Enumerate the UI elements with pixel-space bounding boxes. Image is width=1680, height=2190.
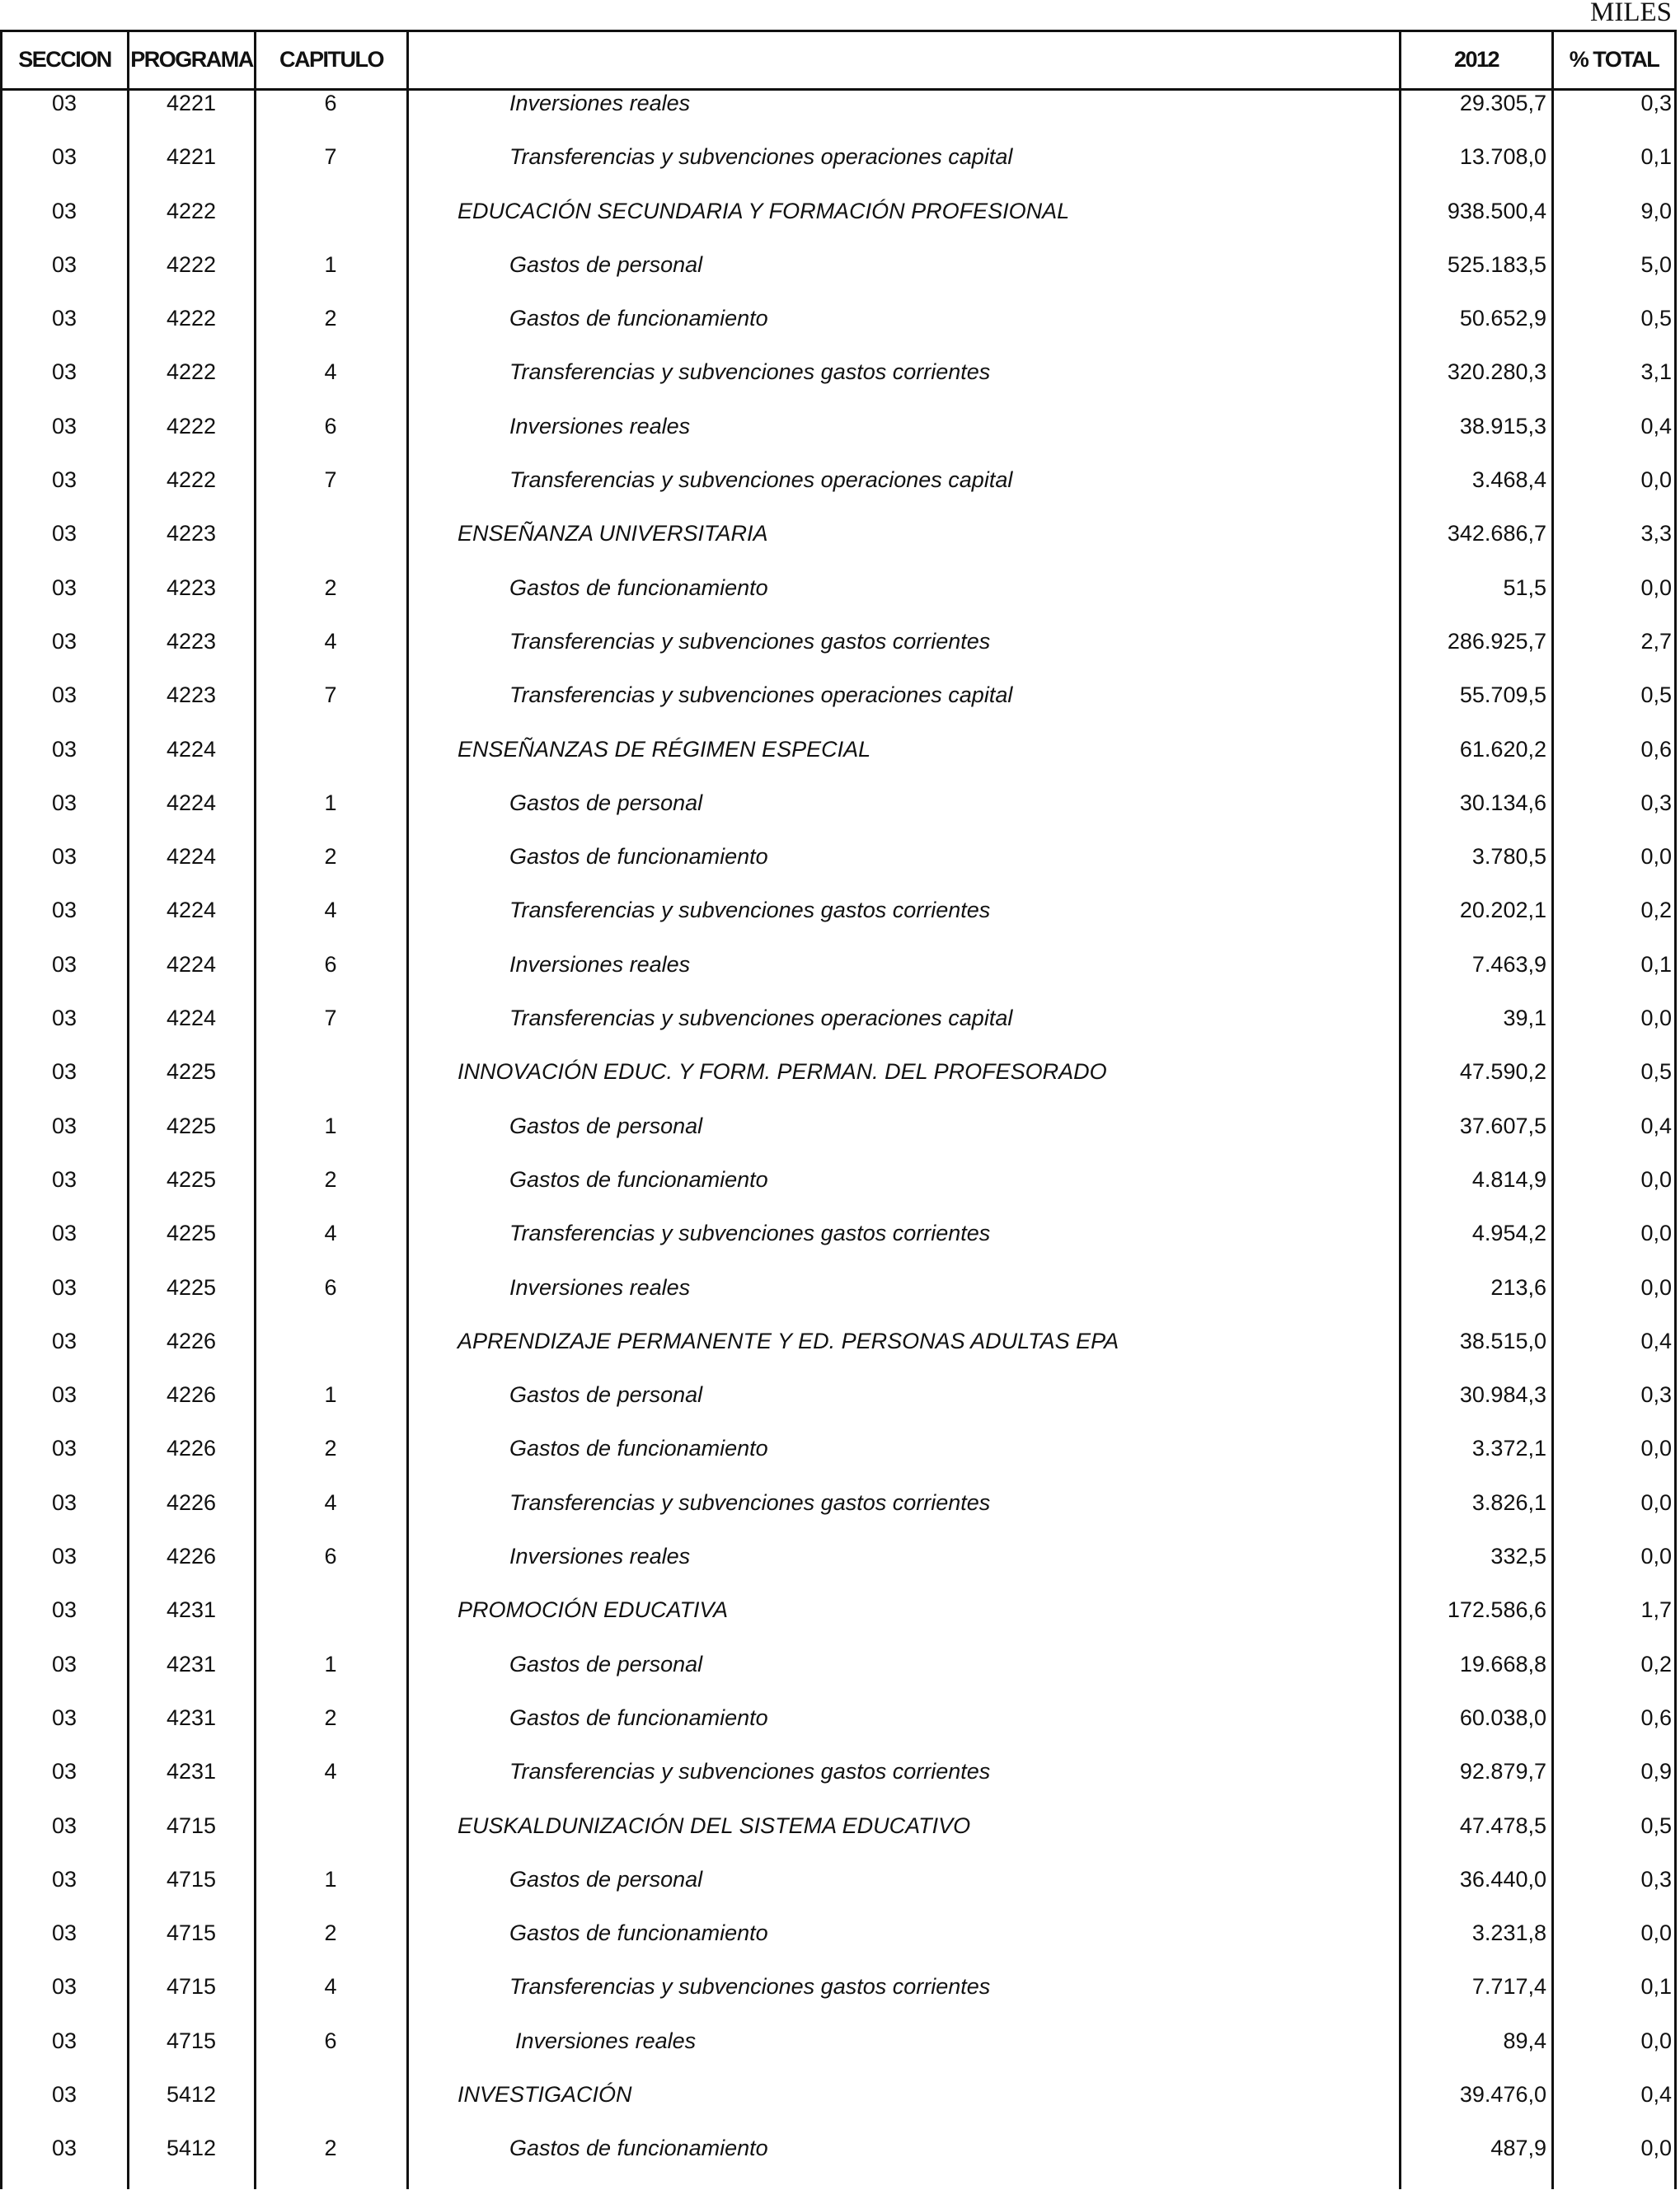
table-row (0, 952, 1677, 1006)
cell-capitulo (256, 1329, 405, 1353)
cell-seccion: 03 (51, 91, 77, 115)
cell-importe: 487,9 (1490, 2136, 1546, 2161)
cell-descripcion: Transferencias y subvenciones operaciones capital (509, 1006, 1013, 1031)
table-row (0, 1059, 1677, 1113)
cell-importe: 525.183,5 (1447, 251, 1546, 277)
cell-capitulo: 1 (324, 251, 337, 277)
cell-programa: 4224 (166, 951, 217, 977)
cell-seccion: 03 (51, 1489, 77, 1515)
cell-capitulo: 4 (324, 1974, 337, 2000)
cell-importe: 39.476,0 (1459, 2081, 1546, 2107)
header-programa: PROGRAMA (130, 47, 253, 72)
table-row (0, 2082, 1677, 2136)
cell-importe: 55.709,5 (1459, 682, 1546, 708)
cell-importe: 29.305,7 (1459, 91, 1546, 115)
cell-seccion: 03 (51, 844, 77, 870)
cell-capitulo: 4 (324, 898, 337, 923)
cell-programa: 4224 (166, 736, 217, 762)
cell-programa: 4222 (166, 413, 217, 438)
cell-capitulo: 1 (324, 1866, 337, 1892)
cell-seccion: 03 (51, 251, 77, 277)
cell-importe: 51,5 (1503, 574, 1546, 600)
cell-capitulo: 6 (324, 1544, 337, 1569)
cell-pct-total: 2,7 (1640, 628, 1672, 654)
cell-descripcion: INNOVACIÓN EDUC. Y FORM. PERMAN. DEL PROFESORADO (458, 1059, 1107, 1085)
cell-descripcion: INVESTIGACIÓN (458, 2081, 632, 2107)
cell-capitulo: 2 (324, 1436, 337, 1461)
cell-descripcion: Transferencias y subvenciones gastos corrientes (509, 628, 991, 654)
cell-programa: 4231 (166, 1705, 217, 1730)
cell-seccion: 03 (51, 1812, 77, 1838)
cell-capitulo: 6 (324, 951, 337, 977)
table-row (0, 737, 1677, 790)
cell-pct-total: 0,3 (1640, 790, 1672, 815)
cell-importe: 286.925,7 (1447, 628, 1546, 654)
cell-pct-total: 0,1 (1640, 951, 1672, 977)
cell-pct-total: 0,0 (1640, 1436, 1672, 1461)
cell-importe: 938.500,4 (1447, 198, 1546, 223)
cell-capitulo: 1 (324, 790, 337, 815)
cell-capitulo: 2 (324, 2136, 337, 2161)
cell-importe: 89,4 (1503, 2028, 1546, 2053)
table-row (0, 521, 1677, 574)
cell-importe: 30.134,6 (1459, 790, 1546, 815)
cell-seccion: 03 (51, 1974, 77, 2000)
table-row (0, 1221, 1677, 1274)
cell-descripcion: Gastos de funcionamiento (509, 1436, 768, 1461)
cell-importe: 3.372,1 (1471, 1436, 1546, 1461)
cell-pct-total: 0,0 (1640, 2028, 1672, 2053)
cell-importe: 61.620,2 (1459, 736, 1546, 762)
table-header (0, 30, 1677, 91)
cell-capitulo (256, 1059, 405, 1084)
cell-seccion: 03 (51, 1274, 77, 1300)
cell-pct-total: 0,0 (1640, 1489, 1672, 1515)
header-seccion: SECCION (18, 47, 111, 72)
table-row (0, 199, 1677, 252)
cell-importe: 320.280,3 (1447, 359, 1546, 385)
cell-capitulo: 4 (324, 1489, 337, 1515)
cell-seccion: 03 (51, 1382, 77, 1408)
cell-capitulo: 6 (324, 2028, 337, 2053)
cell-seccion: 03 (51, 1866, 77, 1892)
cell-descripcion: Gastos de personal (509, 1651, 703, 1676)
cell-descripcion: Transferencias y subvenciones gastos corrientes (509, 1759, 991, 1784)
cell-descripcion: ENSEÑANZAS DE RÉGIMEN ESPECIAL (458, 736, 871, 762)
cell-capitulo (256, 521, 405, 546)
table-row (0, 252, 1677, 306)
cell-programa: 4224 (166, 898, 217, 923)
header-year: 2012 (1453, 47, 1499, 72)
cell-pct-total: 0,0 (1640, 467, 1672, 493)
cell-importe: 3.231,8 (1471, 1920, 1546, 1946)
cell-pct-total: 3,3 (1640, 521, 1672, 546)
cell-programa: 4222 (166, 359, 217, 385)
cell-seccion: 03 (51, 413, 77, 438)
cell-programa: 4715 (166, 2028, 217, 2053)
header-descripcion (409, 30, 1399, 89)
cell-pct-total: 0,3 (1640, 1382, 1672, 1408)
table-row (0, 898, 1677, 951)
table-row (0, 2028, 1677, 2082)
cell-seccion: 03 (51, 682, 77, 708)
cell-pct-total: 0,1 (1640, 144, 1672, 170)
table-row (0, 1382, 1677, 1436)
cell-pct-total: 0,0 (1640, 1166, 1672, 1192)
cell-descripcion: Transferencias y subvenciones operaciones capital (509, 682, 1013, 708)
header-capitulo: CAPITULO (279, 47, 383, 72)
cell-programa: 4225 (166, 1221, 217, 1246)
cell-descripcion: Gastos de funcionamiento (509, 1920, 768, 1946)
cell-capitulo (256, 737, 405, 762)
cell-seccion: 03 (51, 359, 77, 385)
cell-programa: 4221 (166, 144, 217, 170)
cell-importe: 30.984,3 (1459, 1382, 1546, 1408)
cell-seccion: 03 (51, 1920, 77, 1946)
cell-seccion: 03 (51, 1113, 77, 1138)
cell-descripcion: APRENDIZAJE PERMANENTE Y ED. PERSONAS ADULTAS EPA (458, 1328, 1119, 1353)
cell-capitulo: 7 (324, 144, 337, 170)
table-row (0, 1705, 1677, 1759)
cell-importe: 47.478,5 (1459, 1812, 1546, 1838)
cell-programa: 4715 (166, 1866, 217, 1892)
cell-programa: 4223 (166, 682, 217, 708)
cell-capitulo: 4 (324, 1759, 337, 1784)
cell-pct-total: 1,7 (1640, 1597, 1672, 1623)
cell-programa: 4224 (166, 790, 217, 815)
cell-descripcion: Inversiones reales (509, 91, 691, 115)
cell-capitulo: 4 (324, 1221, 337, 1246)
cell-seccion: 03 (51, 198, 77, 223)
table-row (0, 414, 1677, 467)
cell-descripcion: Gastos de personal (509, 1113, 703, 1138)
cell-pct-total: 0,1 (1640, 1974, 1672, 2000)
cell-programa: 4223 (166, 628, 217, 654)
cell-seccion: 03 (51, 898, 77, 923)
cell-importe: 38.515,0 (1459, 1328, 1546, 1353)
cell-programa: 4223 (166, 574, 217, 600)
cell-seccion: 03 (51, 2081, 77, 2107)
table-row (0, 1275, 1677, 1329)
cell-seccion: 03 (51, 2136, 77, 2161)
cell-importe: 7.717,4 (1471, 1974, 1546, 2000)
cell-capitulo: 7 (324, 682, 337, 708)
cell-descripcion: Gastos de personal (509, 251, 703, 277)
cell-capitulo: 4 (324, 359, 337, 385)
cell-pct-total: 0,6 (1640, 736, 1672, 762)
cell-pct-total: 5,0 (1640, 251, 1672, 277)
cell-pct-total: 0,0 (1640, 1920, 1672, 1946)
cell-importe: 19.668,8 (1459, 1651, 1546, 1676)
table-row (0, 306, 1677, 359)
table-row (0, 1329, 1677, 1382)
cell-importe: 39,1 (1503, 1006, 1546, 1031)
cell-pct-total: 0,0 (1640, 574, 1672, 600)
cell-pct-total: 0,4 (1640, 2081, 1672, 2107)
cell-programa: 4226 (166, 1544, 217, 1569)
cell-programa: 4226 (166, 1489, 217, 1515)
table-row (0, 1652, 1677, 1705)
cell-seccion: 03 (51, 467, 77, 493)
cell-importe: 7.463,9 (1471, 951, 1546, 977)
cell-programa: 4224 (166, 844, 217, 870)
cell-capitulo: 2 (324, 1166, 337, 1192)
header-pct-total: % TOTAL (1569, 47, 1659, 72)
cell-seccion: 03 (51, 574, 77, 600)
cell-descripcion: Transferencias y subvenciones operaciones capital (509, 144, 1013, 170)
cell-pct-total: 0,2 (1640, 1651, 1672, 1676)
cell-pct-total: 0,0 (1640, 1221, 1672, 1246)
cell-pct-total: 0,0 (1640, 1544, 1672, 1569)
cell-importe: 92.879,7 (1459, 1759, 1546, 1784)
cell-programa: 4222 (166, 198, 217, 223)
cell-descripcion: Inversiones reales (509, 1274, 691, 1300)
cell-descripcion: Inversiones reales (509, 413, 691, 438)
cell-programa: 4222 (166, 306, 217, 331)
cell-importe: 60.038,0 (1459, 1705, 1546, 1730)
cell-pct-total: 0,6 (1640, 1705, 1672, 1730)
cell-importe: 3.468,4 (1471, 467, 1546, 493)
cell-importe: 47.590,2 (1459, 1059, 1546, 1085)
table-row (0, 790, 1677, 844)
cell-importe: 36.440,0 (1459, 1866, 1546, 1892)
cell-importe: 38.915,3 (1459, 413, 1546, 438)
cell-seccion: 03 (51, 736, 77, 762)
cell-seccion: 03 (51, 1759, 77, 1784)
cell-pct-total: 9,0 (1640, 198, 1672, 223)
cell-programa: 4221 (166, 91, 217, 115)
cell-descripcion: Transferencias y subvenciones gastos corrientes (509, 1489, 991, 1515)
cell-programa: 4226 (166, 1436, 217, 1461)
cell-importe: 13.708,0 (1459, 144, 1546, 170)
cell-capitulo: 1 (324, 1651, 337, 1676)
cell-programa: 5412 (166, 2136, 217, 2161)
cell-descripcion: Gastos de funcionamiento (509, 306, 768, 331)
cell-pct-total: 0,5 (1640, 1059, 1672, 1085)
cell-seccion: 03 (51, 951, 77, 977)
cell-descripcion: Transferencias y subvenciones gastos corrientes (509, 359, 991, 385)
cell-pct-total: 0,9 (1640, 1759, 1672, 1784)
cell-capitulo: 6 (324, 1274, 337, 1300)
cell-seccion: 03 (51, 1705, 77, 1730)
cell-descripcion: Gastos de funcionamiento (509, 2136, 768, 2161)
cell-pct-total: 0,5 (1640, 306, 1672, 331)
table-row (0, 1867, 1677, 1920)
table-row (0, 1167, 1677, 1221)
cell-pct-total: 0,5 (1640, 682, 1672, 708)
cell-pct-total: 0,3 (1640, 1866, 1672, 1892)
cell-descripcion: Transferencias y subvenciones gastos corrientes (509, 1974, 991, 2000)
cell-capitulo (256, 1597, 405, 1622)
table-row (0, 1920, 1677, 1974)
cell-programa: 4225 (166, 1113, 217, 1138)
cell-pct-total: 0,0 (1640, 1274, 1672, 1300)
cell-capitulo: 7 (324, 467, 337, 493)
cell-importe: 342.686,7 (1447, 521, 1546, 546)
cell-descripcion: Gastos de funcionamiento (509, 574, 768, 600)
cell-pct-total: 3,1 (1640, 359, 1672, 385)
cell-descripcion: Gastos de funcionamiento (509, 1705, 768, 1730)
table-row (0, 1006, 1677, 1059)
cell-capitulo: 7 (324, 1006, 337, 1031)
table-row (0, 1544, 1677, 1597)
table-row (0, 1813, 1677, 1867)
cell-capitulo: 2 (324, 844, 337, 870)
cell-capitulo: 1 (324, 1382, 337, 1408)
cell-seccion: 03 (51, 2028, 77, 2053)
cell-importe: 4.954,2 (1471, 1221, 1546, 1246)
cell-descripcion: Transferencias y subvenciones gastos corrientes (509, 1221, 991, 1246)
cell-seccion: 03 (51, 1544, 77, 1569)
table-row (0, 1597, 1677, 1651)
table-row (0, 467, 1677, 521)
cell-descripcion: Gastos de personal (509, 790, 703, 815)
cell-importe: 20.202,1 (1459, 898, 1546, 923)
cell-descripcion: PROMOCIÓN EDUCATIVA (458, 1597, 729, 1623)
cell-descripcion: Inversiones reales (515, 2028, 697, 2053)
cell-seccion: 03 (51, 1059, 77, 1085)
table-row (0, 844, 1677, 898)
cell-capitulo: 2 (324, 574, 337, 600)
cell-programa: 5412 (166, 2081, 217, 2107)
cell-importe: 3.826,1 (1471, 1489, 1546, 1515)
cell-programa: 4715 (166, 1920, 217, 1946)
cell-programa: 4224 (166, 1006, 217, 1031)
cell-descripcion: EDUCACIÓN SECUNDARIA Y FORMACIÓN PROFESIONAL (458, 198, 1070, 223)
cell-programa: 4715 (166, 1812, 217, 1838)
cell-descripcion: Transferencias y subvenciones operaciones capital (509, 467, 1013, 493)
cell-seccion: 03 (51, 306, 77, 331)
cell-capitulo (256, 1813, 405, 1838)
cell-pct-total: 0,0 (1640, 844, 1672, 870)
cell-importe: 172.586,6 (1447, 1597, 1546, 1623)
cell-capitulo: 2 (324, 1705, 337, 1730)
cell-programa: 4222 (166, 467, 217, 493)
cell-importe: 4.814,9 (1471, 1166, 1546, 1192)
cell-seccion: 03 (51, 1221, 77, 1246)
cell-capitulo (256, 199, 405, 223)
cell-descripcion: Gastos de personal (509, 1866, 703, 1892)
table-row (0, 144, 1677, 198)
table-row (0, 1436, 1677, 1489)
table-row (0, 629, 1677, 682)
table-row (0, 2136, 1677, 2189)
cell-importe: 50.652,9 (1459, 306, 1546, 331)
cell-capitulo: 1 (324, 1113, 337, 1138)
table-row (0, 1974, 1677, 2028)
cell-seccion: 03 (51, 521, 77, 546)
cell-capitulo: 4 (324, 628, 337, 654)
cell-seccion: 03 (51, 1651, 77, 1676)
cell-seccion: 03 (51, 1597, 77, 1623)
cell-descripcion: ENSEÑANZA UNIVERSITARIA (458, 521, 768, 546)
cell-pct-total: 0,2 (1640, 898, 1672, 923)
table-body (0, 91, 1677, 2190)
cell-importe: 37.607,5 (1459, 1113, 1546, 1138)
cell-importe: 213,6 (1490, 1274, 1546, 1300)
cell-capitulo: 2 (324, 306, 337, 331)
cell-seccion: 03 (51, 628, 77, 654)
cell-pct-total: 0,4 (1640, 1113, 1672, 1138)
cell-programa: 4226 (166, 1328, 217, 1353)
cell-programa: 4226 (166, 1382, 217, 1408)
cell-descripcion: EUSKALDUNIZACIÓN DEL SISTEMA EDUCATIVO (458, 1812, 971, 1838)
cell-programa: 4231 (166, 1651, 217, 1676)
cell-pct-total: 0,3 (1640, 91, 1672, 115)
cell-capitulo (256, 2082, 405, 2107)
table-row (0, 1759, 1677, 1812)
cell-pct-total: 0,0 (1640, 2136, 1672, 2161)
cell-pct-total: 0,0 (1640, 1006, 1672, 1031)
cell-descripcion: Gastos de funcionamiento (509, 1166, 768, 1192)
cell-programa: 4715 (166, 1974, 217, 2000)
cell-programa: 4225 (166, 1274, 217, 1300)
cell-pct-total: 0,4 (1640, 1328, 1672, 1353)
cell-capitulo: 6 (324, 413, 337, 438)
cell-programa: 4223 (166, 521, 217, 546)
cell-programa: 4231 (166, 1597, 217, 1623)
cell-seccion: 03 (51, 1328, 77, 1353)
table-row (0, 575, 1677, 629)
cell-descripcion: Inversiones reales (509, 1544, 691, 1569)
cell-capitulo: 6 (324, 91, 337, 115)
cell-pct-total: 0,4 (1640, 413, 1672, 438)
cell-descripcion: Gastos de funcionamiento (509, 844, 768, 870)
table-row (0, 1114, 1677, 1167)
cell-programa: 4222 (166, 251, 217, 277)
cell-pct-total: 0,5 (1640, 1812, 1672, 1838)
cell-capitulo: 2 (324, 1920, 337, 1946)
table-row (0, 359, 1677, 413)
cell-programa: 4225 (166, 1166, 217, 1192)
cell-seccion: 03 (51, 1436, 77, 1461)
cell-seccion: 03 (51, 1006, 77, 1031)
cell-descripcion: Gastos de personal (509, 1382, 703, 1408)
table-row (0, 682, 1677, 736)
cell-seccion: 03 (51, 1166, 77, 1192)
unit-label: MILES (1590, 0, 1672, 27)
table-row (0, 1490, 1677, 1544)
cell-importe: 3.780,5 (1471, 844, 1546, 870)
cell-seccion: 03 (51, 144, 77, 170)
cell-descripcion: Inversiones reales (509, 951, 691, 977)
cell-programa: 4231 (166, 1759, 217, 1784)
cell-descripcion: Transferencias y subvenciones gastos corrientes (509, 898, 991, 923)
cell-programa: 4225 (166, 1059, 217, 1085)
cell-seccion: 03 (51, 790, 77, 815)
table-row (0, 91, 1677, 144)
cell-importe: 332,5 (1490, 1544, 1546, 1569)
